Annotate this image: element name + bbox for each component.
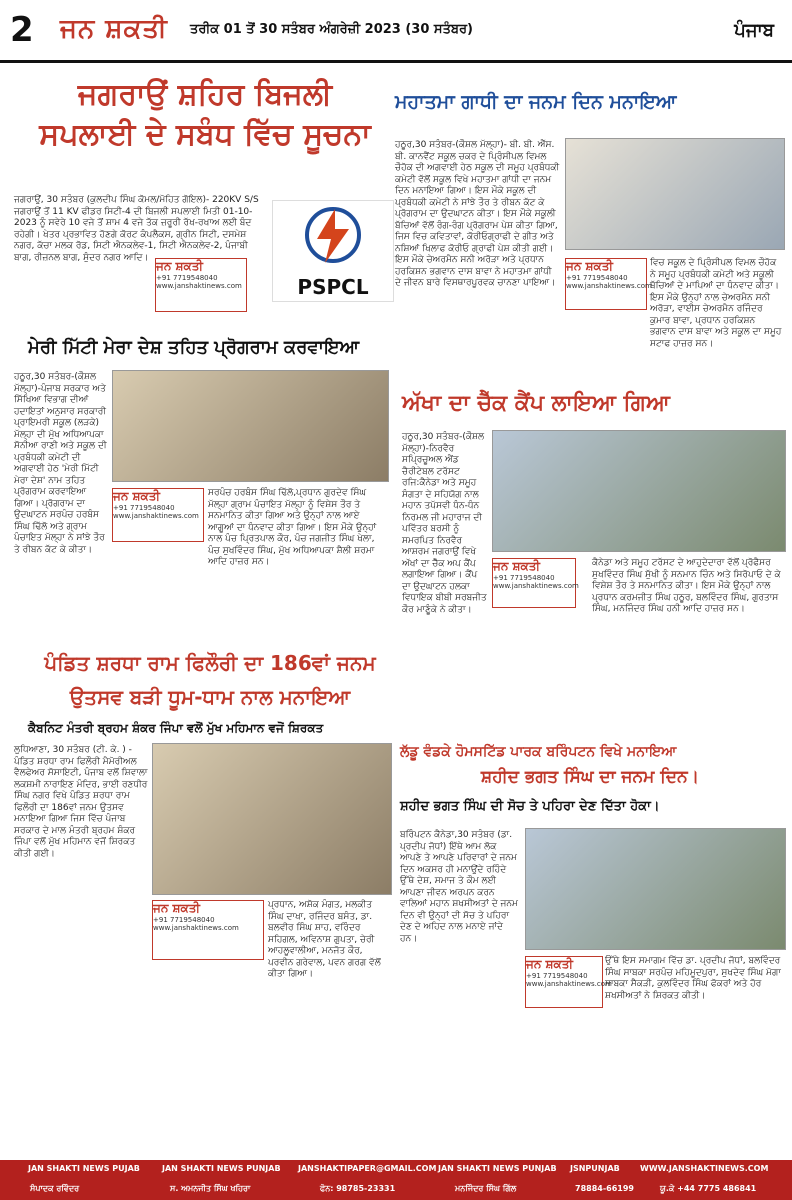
shraddha-ram-headline-line2: ਉਤਸਵ ਬੜੀ ਧੂਮ-ਧਾਮ ਨਾਲ ਮਨਾਇਆ bbox=[69, 685, 351, 709]
page-number: 2 bbox=[10, 10, 34, 50]
ad-site: www.janshaktinews.com bbox=[156, 282, 242, 290]
ad-title: ਜਨ ਸ਼ਕਤੀ bbox=[526, 957, 573, 971]
gandhi-photo bbox=[565, 138, 785, 250]
header-divider bbox=[0, 60, 792, 63]
ad-site: www.janshaktinews.com bbox=[153, 924, 239, 932]
ankhan-headline: ਅੱਖਾ ਦਾ ਚੈੱਕ ਕੈਂਪ ਲਾਇਆ ਗਿਆ bbox=[402, 391, 670, 416]
issue-date: ਤਰੀਕ 01 ਤੋਂ 30 ਸਤੰਬਰ ਅੰਗਰੇਜ਼ੀ 2023 (30 ਸਤੰਬਰ) bbox=[190, 22, 474, 37]
shraddha-ram-body-2: ਪ੍ਰਧਾਨ, ਅਸ਼ੋਕ ਮੰਗਤ, ਮਲਕੀਤ ਸਿੰਘ ਦਾਖਾ, ਰਜਿੰਦਰ ਬਸੰਤ, ਡਾ. ਬਲਵੀਰ ਸਿੰਘ ਸ਼ਾਹ, ਵਰਿੰਦਰ ਸਹਿਗਲ, ਅਵਿਨਾਸ਼ ਗੁਪਤਾ, ਚੇਰੀ ਆਹਲੂਵਾਲੀਆ, ਮਨਜੋਤ ਕੌਰ, ਪਰਵੀਨ ਗਰੇਵਾਲ, ਪਵਨ ਗਰਗ ਵੱਲੋਂ ਕੀਤਾ ਗਿਆ। bbox=[268, 900, 381, 980]
ad-phone: +91 7719548040 bbox=[156, 274, 218, 282]
jagraon-headline-line2: ਸਪਲਾਈ ਦੇ ਸਬੰਧ ਵਿੱਚ ਸੂਚਨਾ bbox=[39, 117, 371, 152]
ad-site: www.janshaktinews.com bbox=[526, 980, 612, 988]
bhagat-singh-subhead: ਸ਼ਹੀਦ ਭਗਤ ਸਿੰਘ ਦੀ ਸੋਚ ਤੇ ਪਹਿਰਾ ਦੇਣ ਦਿੱਤਾ ਹੋਕਾ। bbox=[400, 799, 660, 814]
ad-box-shraddha-ram bbox=[152, 900, 264, 960]
meri-mitti-photo bbox=[112, 370, 389, 482]
page-footer bbox=[0, 1160, 792, 1200]
ad-title: ਜਨ ਸ਼ਕਤੀ bbox=[566, 259, 613, 273]
footer-email-link[interactable]: JANSHAKTIPAPER@GMAIL.COM bbox=[298, 1164, 437, 1173]
ad-title: ਜਨ ਸ਼ਕਤੀ bbox=[493, 559, 540, 573]
ad-phone: +91 7719548040 bbox=[526, 972, 588, 980]
ankhan-body-2: ਕੈਨੇਡਾ ਅਤੇ ਸਮੂਹ ਟਰੱਸਟ ਦੇ ਆਹੁਦੇਦਾਰਾ ਵੱਲੋਂ ਪ੍ਰੋਫੈਸਰ ਸੁਖਵਿੰਦਰ ਸਿੰਘ ਸੁੱਖੀ ਨੂੰ ਸਨਮਾਨ ਚਿੰਨ ਅਤੇ ਸਿਰੋਪਾਓ ਦੇ ਕੇ ਵਿਸ਼ੇਸ਼ ਤੌਰ ਤੇ ਸਨਮਾਨਿਤ ਕੀਤਾ। ਇਸ ਮੌਕੇ ਉਨ੍ਹਾਂ ਨਾਲ ਪ੍ਰਧਾਨ ਕਰਮਜੀਤ ਸਿੰਘ ਹਠੂਰ, ਬਲਵਿੰਦਰ ਸਿੰਘ, ਗੁਰਤਾਸ ਸਿੰਘ, ਮਨਜਿੰਦਰ ਸਿੰਘ ਹਨੀ ਆਦਿ ਹਾਜ਼ਰ ਸਨ। bbox=[592, 558, 781, 615]
meri-mitti-body: ਹਠੂਰ,30 ਸਤੰਬਰ-(ਕੌਸ਼ਲ ਮੱਲ੍ਹਾ)-ਪੰਜਾਬ ਸਰਕਾਰ ਅਤੇ ਸਿੱਖਿਆ ਵਿਭਾਗ ਦੀਆਂ ਹਦਾਇਤਾਂ ਅਨੁਸਾਰ ਸਰਕਾਰੀ ਪ੍ਰਾਇਮਰੀ ਸਕੂਲ (ਲੜਕੇ) ਮੱਲ੍ਹਾ ਦੀ ਮੁੱਖ ਅਧਿਆਪਕਾ ਸੋਨੀਆ ਰਾਣੀ ਅਤੇ ਸਕੂਲ ਦੀ ਪ੍ਰਬੰਧਕੀ ਕਮੇਟੀ ਦੀ ਅਗਵਾਈ ਹੇਠ 'ਮੇਰੀ ਮਿੱਟੀ ਮੇਰਾ ਦੇਸ਼' ਨਾਮ ਤਹਿਤ ਪ੍ਰੋਗਰਾਮ ਕਰਵਾਇਆ ਗਿਆ। ਪ੍ਰੋਗਰਾਮ ਦਾ ਉਦਘਾਟਨ ਸਰਪੰਚ ਹਰਬੰਸ ਸਿੰਘ ਢਿੱਲੋ ਅਤੇ ਗ੍ਰਾਮ ਪੰਚਾਇਤ ਮੱਲ੍ਹਾ ਨੇ ਸਾਂਝੇ ਤੌਰ ਤੇ ਰੀਬਨ ਕੱਟ ਕੇ ਕੀਤਾ। bbox=[14, 372, 107, 555]
meri-mitti-body-2: ਸਰਪੰਚ ਹਰਬੰਸ ਸਿੰਘ ਢਿੱਲੋ,ਪ੍ਰਧਾਨ ਗੁਰਦੇਵ ਸਿੰਘ ਮੱਲ੍ਹਾ ਗ੍ਰਾਮ ਪੰਚਾਇਤ ਮੱਲ੍ਹਾ ਨੂੰ ਵਿਸ਼ੇਸ ਤੌਰ ਤੇ ਸਨਮਾਨਿਤ ਕੀਤਾ ਗਿਆ ਅਤੇ ਉਨ੍ਹਾਂ ਨਾਲ ਆਏ ਆਗੂਆਂ ਦਾ ਧੰਨਵਾਦ ਕੀਤਾ ਗਿਆ। ਇਸ ਮੌਕੇ ਉਨ੍ਹਾਂ ਨਾਲ ਪੰਚ ਪ੍ਰਿਤਪਾਲ ਕੌਰ, ਪੰਚ ਜਗਜੀਤ ਸਿੰਘ ਖੇਲਾ, ਪੰਚ ਸੁਖਵਿੰਦਰ ਸਿੰਘ, ਮੁੱਖ ਅਧਿਆਪਕਾ ਸ਼ੈਲੀ ਸ਼ਰਮਾ ਆਦਿ ਹਾਜ਼ਰ ਸਨ। bbox=[208, 488, 377, 568]
jagraon-headline-line1: ਜਗਰਾਉਂ ਸ਼ਹਿਰ ਬਿਜਲੀ bbox=[77, 77, 333, 112]
footer-facebook-link[interactable]: JAN SHAKTI NEWS PUJAB bbox=[28, 1164, 140, 1173]
shraddha-ram-body: ਲੁਧਿਆਣਾ, 30 ਸਤੰਬਰ (ਟੀ. ਕੇ. ) - ਪੰਡਿਤ ਸ਼ਰਧਾ ਰਾਮ ਫਿਲੌਰੀ ਮੈਮੋਰੀਅਲ ਵੈਲਫੇਅਰ ਸੋਸਾਇਟੀ, ਪੰਜਾਬ ਵਲੋਂ ਸ਼ਿਵਾਲਾ ਲਕਸ਼ਮੀ ਨਾਰਾਇਣ ਮੰਦਿਰ, ਭਾਈ ਰਣਧੀਰ ਸਿੰਘ ਨਗਰ ਵਿਖੇ ਪੰਡਿਤ ਸ਼ਰਧਾ ਰਾਮ ਫਿਲੌਰੀ ਦਾ 186ਵਾਂ ਜਨਮ ਉਤਸਵ ਮਨਾਇਆ ਗਿਆ ਜਿਸ ਵਿੱਚ ਪੰਜਾਬ ਸਰਕਾਰ ਦੇ ਮਾਲ ਮੰਤਰੀ ਬ੍ਰਹਮ ਸ਼ੰਕਰ ਜਿੰਪਾ ਵਲੋਂ ਮੁੱਖ ਮਹਿਮਾਨ ਵਜੋਂ ਸ਼ਿਰਕਤ ਕੀਤੀ ਗਈ। bbox=[14, 745, 148, 859]
bhagat-singh-headline-line1: ਲੱਡੂ ਵੰਡਕੇ ਹੋਮਸਟਿੱਡ ਪਾਰਕ ਬਰਿੰਪਟਨ ਵਿਖੇ ਮਨਾਇਆ bbox=[400, 744, 677, 760]
jagraon-body: ਜਗਰਾਉਂ, 30 ਸਤੰਬਰ (ਕੁਲਦੀਪ ਸਿੰਘ ਕੋਮਲ/ਮੋਹਿਤ ਗੋਇਲ)- 220KV S/S ਜਗਰਾਉਂ ਤੋਂ 11 KV ਫੀਡਰ ਸਿਟੀ-4 ਦੀ ਬਿਜਲੀ ਸਪਲਾਈ ਮਿਤੀ 01-10-2023 ਨੂੰ ਸਵੇਰੇ 10 ਵਜੇ ਤੋਂ ਸ਼ਾਮ 4 ਵਜੇ ਤੱਕ ਜ਼ਰੂਰੀ ਰੱਖ-ਰਖਾਅ ਲਈ ਬੰਦ ਰਹੇਗੀ। ਖੇਤਰ ਪ੍ਰਭਾਵਿਤ ਹੋਣਗੇ ਕੋਰਟ ਕੰਪਲੈਕਸ, ਗ੍ਰੀਨ ਸਿਟੀ, ਦਸਮੇਸ਼ ਨਗਰ, ਕੱਚਾ ਮਲਕ ਰੋਡ, ਸਿਟੀ ਐਨਕਲੇਵ-1, ਸਿਟੀ ਐਨਕਲੇਵ-2, ਪੰਜਾਬੀ ਬਾਗ, ਰੀਜ਼ਨਲ ਬਾਗ, ਸੁੰਦਰ ਨਗਰ ਆਦਿ। bbox=[14, 195, 259, 263]
meri-mitti-headline: ਮੇਰੀ ਮਿੱਟੀ ਮੇਰਾ ਦੇਸ਼ ਤਹਿਤ ਪ੍ਰੋਗਰਾਮ ਕਰਵਾਇਆ bbox=[28, 337, 360, 358]
ad-phone: +91 7719548040 bbox=[493, 574, 555, 582]
ad-title: ਜਨ ਸ਼ਕਤੀ bbox=[113, 489, 160, 503]
gandhi-headline: ਮਹਾਤਮਾ ਗਾਧੀ ਦਾ ਜਨਮ ਦਿਨ ਮਨਾਇਆ bbox=[395, 91, 677, 113]
footer-twitter-link[interactable]: JSNPUNJAB bbox=[570, 1164, 620, 1173]
page-header bbox=[0, 0, 792, 62]
ad-site: www.janshaktinews.com bbox=[566, 282, 652, 290]
ad-phone: +91 7719548040 bbox=[566, 274, 628, 282]
footer-phone-2: 78884-66199 bbox=[575, 1184, 634, 1193]
ankhan-body: ਹਠੂਰ,30 ਸਤੰਬਰ-(ਕੌਸ਼ਲ ਮੱਲ੍ਹਾ)-ਨਿਰਵੈਰ ਸਪ੍ਰਿਚੂਅਲ ਐਂਡ ਚੈਰੀਟੇਬਲ ਟਰੱਸਟ ਰਜਿ:ਕੈਨੇਡਾ ਅਤੇ ਸਮੂਹ ਸੰਗਤਾ ਦੇ ਸਹਿਯੋਗ ਨਾਲ ਮਹਾਨ ਤਪੱਸਵੀ ਧੰਨ-ਧੰਨ ਨਿਰਮਲ ਜੀ ਮਹਾਰਾਜ ਦੀ ਪਵਿੱਤਰ ਬਰਸੀ ਨੂੰ ਸਮਰਪਿਤ ਨਿਰਵੈਰ ਆਸ਼ਰਮ ਜਗਰਾਉਂ ਵਿਖੇ ਅੱਖਾਂ ਦਾ ਚੈੱਕ ਅਪ ਕੈਂਪ ਲਗਾਇਆ ਗਿਆ। ਕੈਂਪ ਦਾ ਉਦਘਾਟਨ ਹਲਕਾ ਵਿਧਾਇਕ ਬੀਬੀ ਸਰਬਜੀਤ ਕੌਰ ਮਾਣੂੰਕੇ ਨੇ ਕੀਤਾ। bbox=[402, 432, 487, 615]
ankhan-photo bbox=[492, 430, 786, 552]
ad-site: www.janshaktinews.com bbox=[493, 582, 579, 590]
ad-phone: +91 7719548040 bbox=[113, 504, 175, 512]
bhagat-singh-body-2: ਉੱਥੇ ਇਸ ਸਮਾਗਮ ਵਿੱਚ ਡਾ. ਪ੍ਰਦੀਪ ਜੋਧਾਂ, ਬਲਵਿੰਦਰ ਸਿੰਘ ਸਾਬਕਾ ਸਰਪੰਚ ਮਹਿਮੂਦਪੁਰਾ, ਸੁਖਦੇਵ ਸਿੰਘ ਮੋਗਾ ਸਾਬਕਾ ਸੈਕੜੀ, ਕੁਲਵਿੰਦਰ ਸਿੰਘ ਫੋਕਰਾਂ ਅਤੇ ਹੋਰ ਸ਼ਖਸੀਅਤਾਂ ਨੇ ਸ਼ਿਰਕਤ ਕੀਤੀ। bbox=[605, 956, 781, 1001]
pspcl-logo bbox=[272, 200, 394, 302]
shraddha-ram-headline-line1: ਪੰਡਿਤ ਸ਼ਰਧਾ ਰਾਮ ਫਿਲੌਰੀ ਦਾ 186ਵਾਂ ਜਨਮ bbox=[44, 651, 376, 675]
ad-box-meri-mitti bbox=[112, 488, 204, 542]
shraddha-ram-photo bbox=[152, 743, 392, 895]
bhagat-singh-photo bbox=[525, 828, 786, 950]
footer-uk-phone: ਯੂ.ਕੇ +44 7775 486841 bbox=[660, 1184, 757, 1193]
ad-box-gandhi bbox=[565, 258, 652, 310]
footer-facebook-page-link[interactable]: JAN SHAKTI NEWS PUNJAB bbox=[162, 1164, 281, 1173]
pspcl-logo-text: PSPCL bbox=[297, 275, 369, 299]
footer-contact-name-2: ਮਨਜਿੰਦਰ ਸਿੰਘ ਗਿੱਲ bbox=[455, 1184, 517, 1193]
bhagat-singh-body: ਬਰਿੰਪਟਨ ਕੈਨੇਡਾ,30 ਸਤੰਬਰ (ਡਾ. ਪ੍ਰਦੀਪ ਜੋਧਾਂ) ਇੱਥੇ ਆਮ ਲੋਕ ਆਪਣੇ ਤੇ ਆਪਣੇ ਪਰਿਵਾਰਾਂ ਦੇ ਜਨਮ ਦਿਨ ਅਕਸਰ ਹੀ ਮਨਾਉਂਦੇ ਰਹਿੰਦੇ ਉੱਥੇ ਦੇਸ਼, ਸਮਾਜ ਤੇ ਕੌਮ ਲਈ ਆਪਣਾ ਜੀਵਨ ਅਰਪਨ ਕਰਨ ਵਾਲਿਆਂ ਮਹਾਨ ਸ਼ਖਸੀਅਤਾਂ ਦੇ ਜਨਮ ਦਿਨ ਵੀ ਉਨ੍ਹਾਂ ਦੀ ਸੋਚ ਤੇ ਪਹਿਰਾ ਦੇਣ ਦੇ ਅਹਿਦ ਨਾਲ ਮਨਾਏ ਜਾਂਦੇ ਹਨ। bbox=[400, 830, 518, 944]
lightning-logo-icon bbox=[273, 201, 393, 271]
shraddha-ram-subhead: ਕੈਬਨਿਟ ਮੰਤਰੀ ਬ੍ਰਹਮ ਸ਼ੰਕਰ ਜਿੰਪਾ ਵਲੋਂ ਮੁੱਖ ਮਹਿਮਾਨ ਵਜੋਂ ਸ਼ਿਰਕਤ bbox=[28, 721, 324, 735]
gandhi-body-2: ਵਿਚ ਸਕੂਲ ਦੇ ਪ੍ਰਿੰਸੀਪਲ ਵਿਮਲ ਚੌਹੋਕ ਨੇ ਸਮੂਹ ਪ੍ਰਬੰਧਕੀ ਕਮੇਟੀ ਅਤੇ ਸਕੂਲੀ ਬੱਚਿਆਂ ਦੇ ਮਾਪਿਆਂ ਦਾ ਧੰਨਵਾਦ ਕੀਤਾ। ਇਸ ਮੌਕੇ ਉਨ੍ਹਾਂ ਨਾਲ ਚੇਅਰਮੈਨ ਸਨੀ ਅਰੋੜਾ, ਵਾਈਸ ਚੇਅਰਮੈਨ ਰਜਿੰਦਰ ਕੁਮਾਰ ਬਾਵਾ, ਪ੍ਰਧਾਨ ਹਰਕਿਸ਼ਨ ਭਗਵਾਨ ਦਾਸ ਬਾਵਾ ਅਤੇ ਸਕੂਲ ਦਾ ਸਮੂਹ ਸਟਾਫ ਹਾਜ਼ਰ ਸਨ। bbox=[650, 258, 782, 349]
bhagat-singh-headline-line2: ਸ਼ਹੀਦ ਭਗਤ ਸਿੰਘ ਦਾ ਜਨਮ ਦਿਨ। bbox=[480, 767, 700, 787]
ad-phone: +91 7719548040 bbox=[153, 916, 215, 924]
ad-title: ਜਨ ਸ਼ਕਤੀ bbox=[153, 901, 200, 915]
ad-box-jagraon bbox=[155, 258, 247, 312]
masthead-logo: ਜਨ ਸ਼ਕਤੀ bbox=[60, 14, 168, 44]
gandhi-body: ਹਠੂਰ,30 ਸਤੰਬਰ-(ਕੌਸ਼ਲ ਮੱਲ੍ਹਾ)- ਬੀ. ਬੀ. ਐੱਸ. ਬੀ. ਕਾਨਵੈਂਟ ਸਕੂਲ ਚਕਰ ਦੇ ਪ੍ਰਿੰਸੀਪਲ ਵਿਮਲ ਚੌਹੋਕ ਦੀ ਅਗਵਾਈ ਹੇਠ ਸਕੂਲ ਦੀ ਸਮੂਹ ਪ੍ਰਬੰਧਕੀ ਕਮੇਟੀ ਵੱਲੋਂ ਸਕੂਲ ਵਿਖੇ ਮਹਾਤਮਾ ਗਾਂਧੀ ਦਾ ਜਨਮ ਦਿਨ ਮਨਾਇਆ ਗਿਆ। ਇਸ ਮੌਕੇ ਸਕੂਲ ਦੀ ਪ੍ਰਬੰਧਕੀ ਕਮੇਟੀ ਨੇ ਸਾਂਝੇ ਤੌਰ ਤੇ ਰੀਬਨ ਕੱਟ ਕੇ ਪ੍ਰੋਗਰਾਮ ਦਾ ਉਦਘਾਟਨ ਕੀਤਾ। ਇਸ ਮੌਕੇ ਸਕੂਲੀ ਬੱਚਿਆਂ ਵੱਲੋਂ ਰੰਗ-ਰੰਗ ਪ੍ਰੋਗਰਾਮ ਪੇਸ਼ ਕੀਤਾ ਗਿਆ, ਜਿਸ ਵਿਚ ਕਵਿਤਾਵਾਂ, ਕੋਰੀਓਗ੍ਰਾਫੀ ਦੇ ਗੀਤ ਅਤੇ ਨਸ਼ਿਆਂ ਖਿਲਾਫ ਕੋਰੀਓ ਗ੍ਰਾਫੀ ਪੇਸ਼ ਕੀਤੀ ਗਈ। ਇਸ ਮੌਕੇ ਚੇਅਰਮੈਨ ਸਨੀ ਅਰੋੜਾ ਅਤੇ ਪ੍ਰਧਾਨ ਹਰਕਿਸ਼ਨ ਭਗਵਾਨ ਦਾਸ ਬਾਵਾ ਨੇ ਮਹਾਤਮਾ ਗਾਂਧੀ ਦੇ ਜੀਵਨ ਬਾਰੇ ਵਿਸਥਾਰਪੂਰਵਕ ਚਾਨਣਾ ਪਾਇਆ। bbox=[395, 140, 560, 289]
footer-website-link[interactable]: WWW.JANSHAKTINEWS.COM bbox=[640, 1164, 769, 1173]
ad-site: www.janshaktinews.com bbox=[113, 512, 199, 520]
footer-contact-name: ਸ. ਅਮਨਜੀਤ ਸਿੰਘ ਖਹਿਰਾ bbox=[170, 1184, 251, 1193]
ad-box-bhagat-singh bbox=[525, 956, 612, 1008]
ad-title: ਜਨ ਸ਼ਕਤੀ bbox=[156, 259, 203, 273]
section-region: ਪੰਜਾਬ bbox=[734, 20, 774, 41]
footer-editor: ਸੰਪਾਦਕ ਰਵਿੰਦਰ bbox=[30, 1184, 80, 1193]
ad-box-ankhan bbox=[492, 558, 579, 608]
footer-instagram-link[interactable]: JAN SHAKTI NEWS PUNJAB bbox=[438, 1164, 557, 1173]
footer-phone: ਫੋਨ: 98785-23331 bbox=[320, 1184, 396, 1193]
